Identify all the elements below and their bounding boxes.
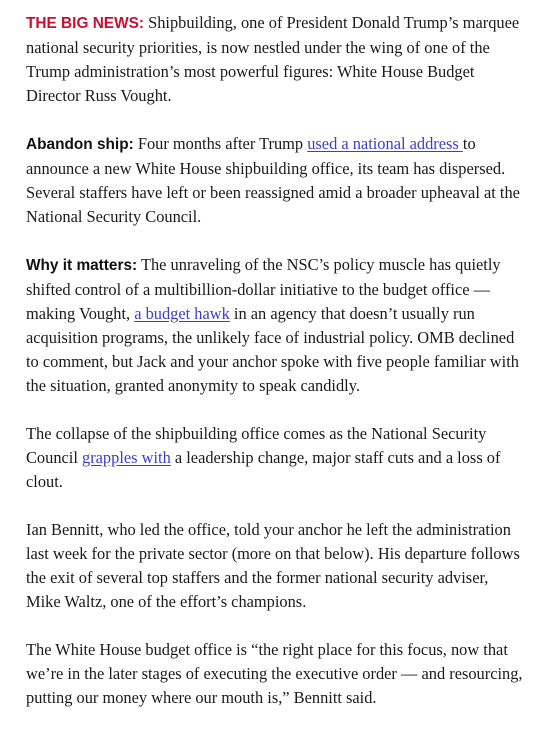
article-body bbox=[26, 11, 526, 734]
paragraph-why-it-matters bbox=[26, 253, 526, 398]
paragraph-abandon-ship bbox=[26, 132, 526, 229]
paragraph-text: a leadership change, major staff cuts and a loss of clout. bbox=[26, 448, 501, 491]
link-national-address[interactable]: used a national address bbox=[307, 134, 463, 153]
paragraph-text: in an agency that doesn’t usually run acquisition programs, the unlikely face of industrial policy. OMB declined to comment, but Jack and your anchor spoke with five people familiar with the situation, granted anonymity to speak candidly. bbox=[26, 304, 519, 395]
lead-why-it-matters: Why it matters: bbox=[26, 257, 138, 274]
paragraph-text: Four months after Trump bbox=[133, 134, 308, 153]
lead-abandon-ship: Abandon ship: bbox=[26, 136, 134, 153]
paragraph-bennitt-departure bbox=[26, 518, 526, 614]
paragraph-text: Shipbuilding, one of President Donald Trump’s marquee national security priorities, is now nestled under the wing of one of the Trump administration’s most powerful figures: White House Budget Director Russ Vought. bbox=[26, 13, 520, 105]
paragraph-big-news bbox=[26, 11, 526, 108]
paragraph-text: to announce a new White House shipbuilding office, its team has dispersed. Several staffers have left or been reassigned amid a broader upheaval at the National Security Council. bbox=[26, 134, 520, 226]
lead-big-news: THE BIG NEWS: bbox=[26, 15, 144, 32]
paragraph-text: Ian Bennitt, who led the office, told your anchor he left the administration last week for the private sector (more on that below). His departure follows the exit of several top staffers and the former national security adviser, Mike Waltz, one of the effort’s champions. bbox=[26, 520, 520, 611]
paragraph-collapse bbox=[26, 422, 526, 494]
paragraph-text: The collapse of the shipbuilding office comes as the National Security Council bbox=[26, 424, 487, 467]
link-grapples-with[interactable]: grapples with bbox=[82, 448, 171, 467]
paragraph-bennitt-quote bbox=[26, 638, 526, 710]
paragraph-text: The White House budget office is “the right place for this focus, now that we’re in the later stages of executing the executive order — and resourcing, putting our money where our mouth is,” Bennitt said. bbox=[26, 640, 523, 707]
link-budget-hawk[interactable]: a budget hawk bbox=[134, 304, 230, 323]
paragraph-text: The unraveling of the NSC’s policy muscle has quietly shifted control of a multibillion-dollar initiative to the budget office — making Vought, bbox=[26, 255, 501, 323]
